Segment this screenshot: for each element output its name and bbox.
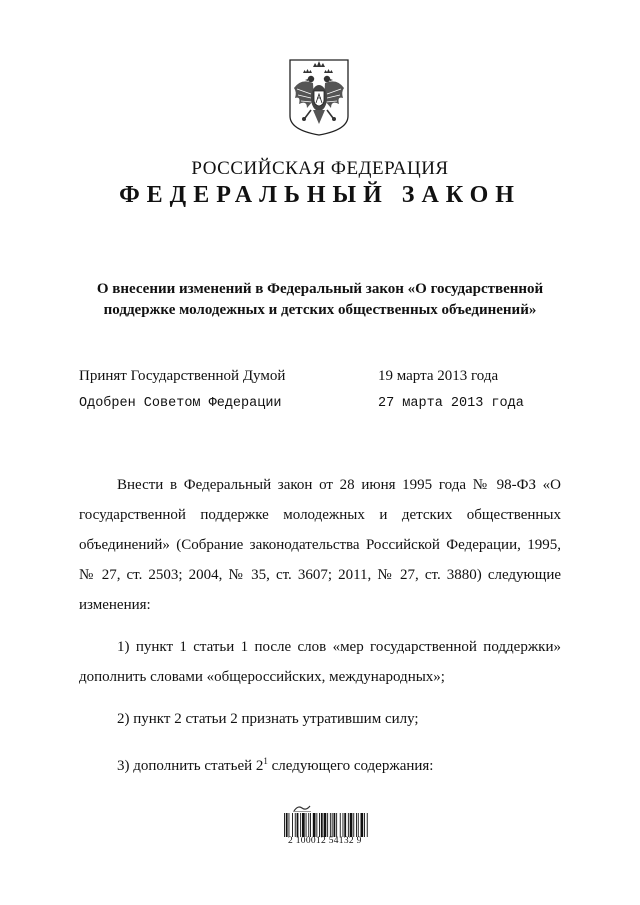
barcode-bar — [327, 813, 328, 837]
barcode-bar — [289, 813, 290, 837]
barcode-bar — [324, 813, 327, 837]
law-body — [79, 470, 561, 781]
barcode-bar — [334, 813, 336, 837]
intro-paragraph: Внести в Федеральный закон от 28 июня 1995 года № 98-ФЗ «О государственной поддержке молодежных и детских общественных объединений» (Собрание законодательства Российской Федерации, 1995, № 27, ст. 2503; 2004, № 35, ст. 3607; 2011, № 27, ст. 3880) следующие изменения: — [79, 477, 561, 613]
amendment-item-2: 2) пункт 2 статьи 2 признать утратившим силу; — [117, 711, 419, 727]
barcode-bar — [364, 813, 365, 837]
barcode-bar — [297, 813, 299, 837]
barcode-bar — [321, 813, 323, 837]
document-type-heading: ФЕДЕРАЛЬНЫЙ ЗАКОН — [119, 182, 521, 208]
barcode-bar — [332, 813, 333, 837]
barcode-bar — [306, 813, 307, 837]
barcode-bar — [286, 813, 288, 837]
barcode-bar — [350, 813, 353, 837]
barcode-number: 2 100012 54132 9 — [288, 836, 362, 846]
barcode-bar — [302, 813, 305, 837]
duma-adoption-date: 19 марта 2013 года — [378, 368, 499, 384]
article-number-superscript: 1 — [263, 756, 268, 766]
coat-of-arms-icon — [287, 58, 351, 136]
barcode-bar — [316, 813, 317, 837]
duma-adoption-label: Принят Государственной Думой — [79, 368, 286, 384]
amendment-item-3 — [79, 746, 561, 781]
law-title-line-1: О внесении изменений в Федеральный закон «О государственной — [96, 281, 544, 297]
barcode-bars — [284, 813, 368, 837]
amendment-item-3-prefix: 3) дополнить статьей 2 — [117, 758, 264, 774]
barcode-bar — [343, 813, 344, 837]
amendment-item-3-suffix: следующего содержания: — [267, 758, 434, 774]
law-title-line-2: поддержке молодежных и детских общественных объединений» — [103, 302, 537, 318]
barcode-bar — [358, 813, 359, 837]
publisher-mark-icon — [292, 804, 312, 812]
council-approval-label: Одобрен Советом Федерации — [79, 396, 282, 411]
barcode-bar — [344, 813, 346, 837]
country-heading: РОССИЙСКАЯ ФЕДЕРАЦИЯ — [191, 158, 449, 179]
barcode-bar — [330, 813, 331, 837]
barcode-bar — [336, 813, 337, 837]
barcode-bar — [319, 813, 320, 837]
amendment-item-1: 1) пункт 1 статьи 1 после слов «мер государственной поддержки» дополнить словами «общероссийских, международных»; — [79, 639, 561, 685]
barcode-bar — [310, 813, 311, 837]
barcode-bar — [356, 813, 357, 837]
barcode-bar — [284, 813, 285, 837]
law-title — [60, 279, 580, 321]
barcode-bar — [313, 813, 316, 837]
barcode-bar — [367, 813, 368, 837]
barcode-bar — [292, 813, 293, 837]
barcode-bar — [361, 813, 364, 837]
barcode-bar — [300, 813, 301, 837]
barcode-bar — [348, 813, 349, 837]
barcode-bar — [308, 813, 309, 837]
barcode-bar — [295, 813, 296, 837]
barcode-bar — [340, 813, 341, 837]
council-approval-date: 27 марта 2013 года — [378, 396, 524, 411]
barcode-bar — [353, 813, 354, 837]
